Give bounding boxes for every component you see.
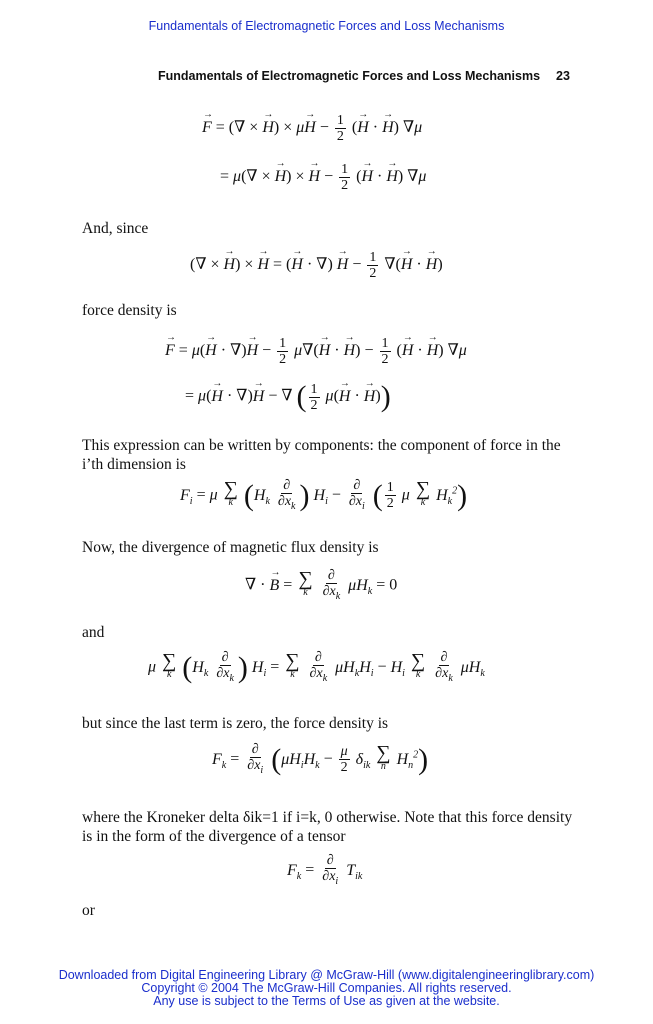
equation-force-4: = μ(→ H · ∇)→ H − ∇ ( $\frac{1}{2}$ μ(→ H · → H)) <box>185 380 391 414</box>
equation-force-1: → F = (∇ × → H) × μ→ H − $\frac{1}{2}$ (→ H · → H) ∇μ <box>202 113 422 144</box>
equation-tensor-form: $F_k$ = $\frac{\partial}{\partial x_i}$ $T_{ik}$ <box>287 853 363 887</box>
equation-force-component: $F_i = \mu$ ∑ k ($H_k$ $\frac{\partial}{\partial x_k}$ ) $H_i$ − $\frac{\partial}{\partial x_i}$ ( $\frac{1}{2}$ μ ∑ k $H_k^2$) <box>180 477 468 512</box>
text-components: This expression can be written by components: the component of force in the i’th dimension is <box>82 437 561 473</box>
equation-force-2: = μ(∇ × → H) × → H − $\frac{1}{2}$ (→ H · → H) ∇μ <box>220 162 426 193</box>
equation-force-density-k: $F_k$ = $\frac{\partial}{\partial x_i}$ ($\mu H_iH_k$ − $\frac{\mu}{2}$ $\delta_{ik}$ ∑ n $H_n^2$) <box>212 741 429 776</box>
equation-expansion: μ ∑ k ($H_k$ $\frac{\partial}{\partial x_k}$ ) $H_i$ = ∑ k $\frac{\partial}{\partial x_k}$ $\mu H_kH_i - H_i$ ∑ k $\frac{\partial}{\partial x_k}$ $\mu H_k$ <box>148 649 485 684</box>
footer-line-1: Downloaded from Digital Engineering Library @ McGraw-Hill (www.digitalengineeringlibrary.com) <box>58 968 595 982</box>
equation-vector-identity: (∇ × → H) × → H = (→ H · ∇) → H − $\frac{1}{2}$ ∇(→ H · → H) <box>190 250 443 281</box>
text-divergence: Now, the divergence of magnetic flux density is <box>82 539 379 556</box>
page-number: 23 <box>556 69 570 83</box>
text-and-since: And, since <box>82 220 149 237</box>
download-footer <box>0 969 653 1008</box>
top-banner: Fundamentals of Electromagnetic Forces and Loss Mechanisms <box>148 19 505 33</box>
equation-divergence-b: ∇ · → B = ∑ k $\frac{\partial}{\partial x_k}$ $\mu H_k = 0$ <box>245 568 397 604</box>
footer-line-2: Copyright © 2004 The McGraw-Hill Companies. All rights reserved. <box>141 981 512 995</box>
text-or: or <box>82 902 95 919</box>
text-kroneker: where the Kroneker delta δik=1 if i=k, 0 otherwise. Note that this force density is in the form of the divergence of a tensor <box>82 809 573 845</box>
running-head: Fundamentals of Electromagnetic Forces and Loss Mechanisms <box>158 69 541 83</box>
footer-line-3: Any use is subject to the Terms of Use as given at the website. <box>153 994 500 1008</box>
text-force-density-is: force density is <box>82 302 177 319</box>
text-but-since: but since the last term is zero, the force density is <box>82 715 389 732</box>
text-and: and <box>82 624 105 641</box>
equation-force-3: → F = μ(→ H · ∇)→ H − $\frac{1}{2}$ μ∇(→ H · → H) − $\frac{1}{2}$ (→ H · → H) ∇μ <box>165 336 467 367</box>
